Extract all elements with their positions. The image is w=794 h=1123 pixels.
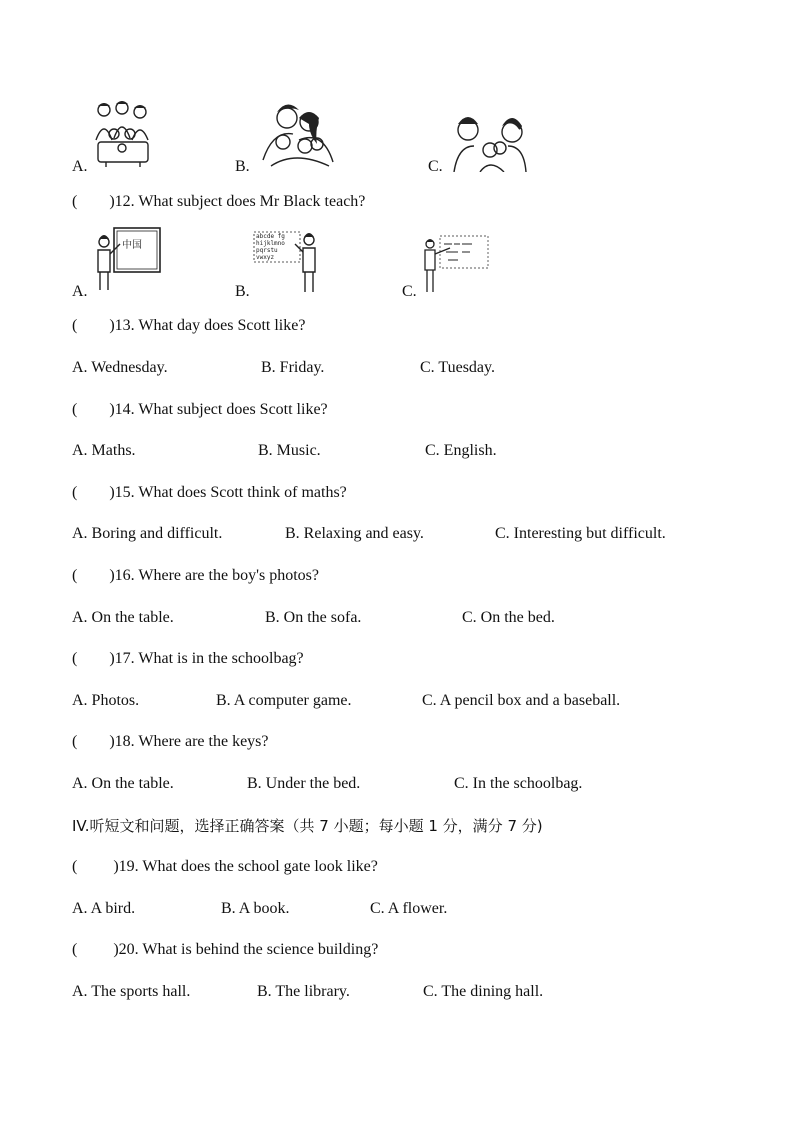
q13-option-c[interactable]: C. Tuesday. [420, 359, 495, 376]
question-text: 17. What is in the schoolbag? [114, 650, 304, 667]
family-picture-b [253, 100, 339, 170]
q20-option-c[interactable]: C. The dining hall. [423, 983, 544, 1000]
q17-option-b[interactable]: B. A computer game. [216, 692, 352, 709]
q17-option-c[interactable]: C. A pencil box and a baseball. [422, 692, 621, 709]
q12-option-c-label[interactable]: C. [402, 283, 417, 300]
q13-option-a[interactable]: A. Wednesday. [72, 359, 168, 376]
question-20 [72, 940, 378, 960]
question-text: 20. What is behind the science building? [118, 941, 379, 958]
q20-option-a[interactable]: A. The sports hall. [72, 983, 191, 1000]
question-14 [72, 400, 328, 420]
q14-option-b[interactable]: B. Music. [258, 442, 321, 459]
q12-option-b-label[interactable]: B. [235, 283, 250, 300]
family-picture-a [92, 100, 156, 168]
q11-option-b-label[interactable]: B. [235, 158, 250, 175]
q18-option-a[interactable]: A. On the table. [72, 775, 174, 792]
q14-option-c[interactable]: C. English. [425, 442, 497, 459]
question-text: 12. What subject does Mr Black teach? [114, 193, 366, 210]
question-text: 13. What day does Scott like? [114, 317, 306, 334]
q15-option-c[interactable]: C. Interesting but difficult. [495, 525, 666, 542]
q19-option-c[interactable]: C. A flower. [370, 900, 448, 917]
answer-bracket[interactable]: ( ) [72, 317, 115, 334]
question-text: 16. Where are the boy's photos? [114, 567, 319, 584]
question-12 [72, 192, 365, 212]
q19-option-b[interactable]: B. A book. [221, 900, 290, 917]
question-19 [72, 857, 378, 877]
q17-option-a[interactable]: A. Photos. [72, 692, 140, 709]
svg-text:abcde fg hijklmno: abcde fg hijklmno pqrstu vwxyz [256, 233, 285, 261]
answer-bracket[interactable]: ( ) [72, 193, 115, 210]
answer-bracket[interactable]: ( ) [72, 401, 115, 418]
answer-bracket[interactable]: ( ) [72, 733, 115, 750]
q20-option-b[interactable]: B. The library. [257, 983, 350, 1000]
question-16 [72, 566, 319, 586]
question-text: 15. What does Scott think of maths? [114, 484, 347, 501]
q16-option-b[interactable]: B. On the sofa. [265, 609, 362, 626]
answer-bracket[interactable]: ( ) [72, 650, 115, 667]
question-18 [72, 732, 269, 752]
teacher-math-picture [420, 234, 490, 296]
q12-option-a-label[interactable]: A. [72, 283, 88, 300]
question-text: 14. What subject does Scott like? [114, 401, 328, 418]
family-picture-c [452, 112, 528, 172]
teacher-chinese-picture [92, 226, 162, 296]
answer-bracket[interactable]: ( ) [72, 484, 115, 501]
question-text: 18. Where are the keys? [114, 733, 269, 750]
question-13 [72, 316, 305, 336]
q15-option-a[interactable]: A. Boring and difficult. [72, 525, 223, 542]
question-text: 19. What does the school gate look like? [118, 858, 378, 875]
teacher-english-picture [253, 226, 323, 296]
question-15 [72, 483, 347, 503]
q16-option-a[interactable]: A. On the table. [72, 609, 174, 626]
section-4-heading: IV.听短文和问题，选择正确答案（共 7 小题；每小题 1 分，满分 7 分) [72, 817, 543, 835]
q19-option-a[interactable]: A. A bird. [72, 900, 136, 917]
q15-option-b[interactable]: B. Relaxing and easy. [285, 525, 424, 542]
q11-option-a-label[interactable]: A. [72, 158, 88, 175]
question-17 [72, 649, 304, 669]
q11-option-c-label[interactable]: C. [428, 158, 443, 175]
answer-bracket[interactable]: ( ) [72, 941, 119, 958]
q13-option-b[interactable]: B. Friday. [261, 359, 325, 376]
q16-option-c[interactable]: C. On the bed. [462, 609, 555, 626]
q18-option-c[interactable]: C. In the schoolbag. [454, 775, 583, 792]
answer-bracket[interactable]: ( ) [72, 858, 119, 875]
q14-option-a[interactable]: A. Maths. [72, 442, 136, 459]
board-text-chinese: 中国 [122, 240, 142, 251]
answer-bracket[interactable]: ( ) [72, 567, 115, 584]
q18-option-b[interactable]: B. Under the bed. [247, 775, 361, 792]
